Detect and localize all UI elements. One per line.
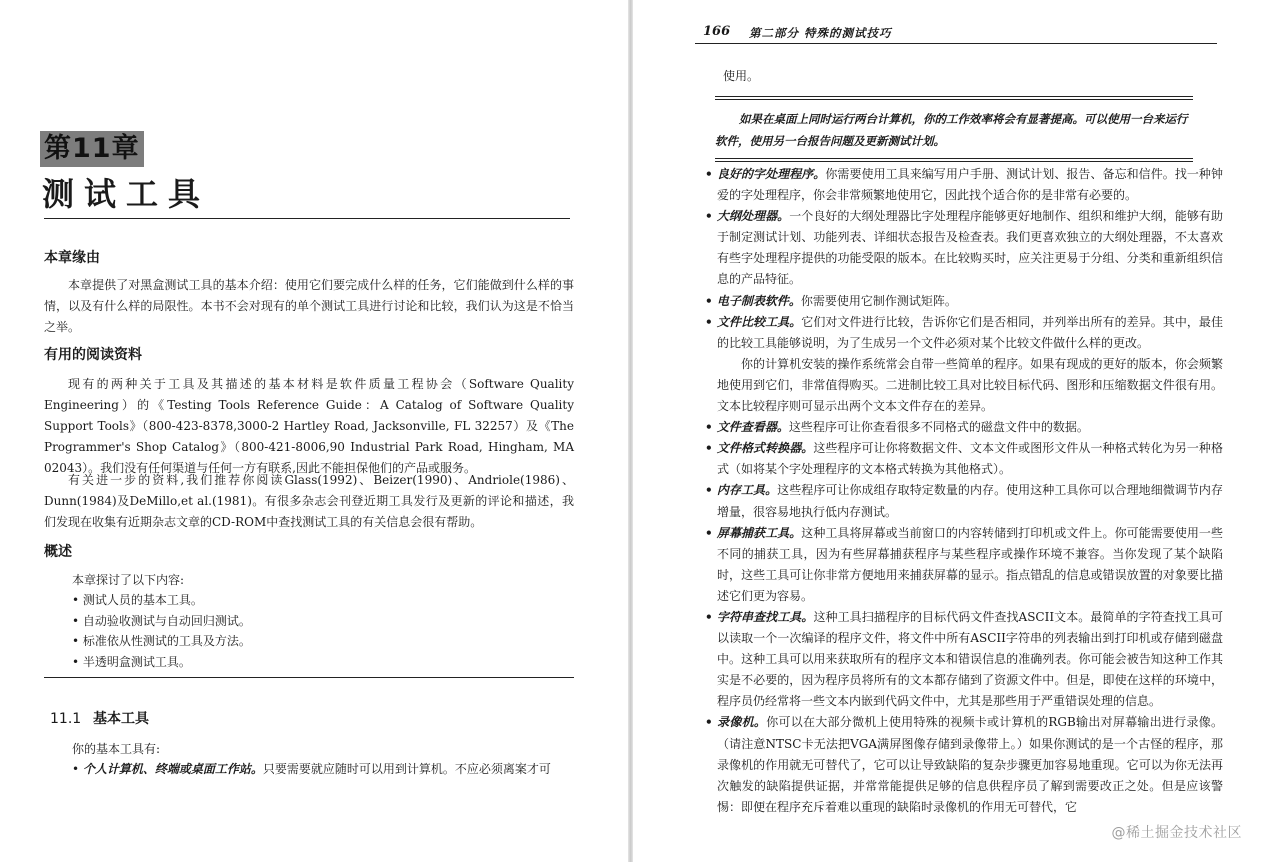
- chapter-title: 测试工具: [42, 175, 211, 213]
- tool-entry: • 字符串查找工具。这种工具扫描程序的目标代码文件查找ASCII文本。最简单的字符查找工具可以读取一个一次编译的程序文件，将文件中所有ASCII字符串的列表输出到打印机或存储到磁盘中。这种工具可以用来获取所有的程序文本和错误信息的准确列表。你可能会被告知这种工作其实是不必要的，因为程序员将所有的文本都存储到了资源文件中。但是，即使在这样的环境中，程序员仍经常将一些文本内嵌到代码文件中，尤其是那些用于严重错误处理的信息。: [705, 607, 1223, 712]
- right-page: [633, 0, 1264, 862]
- reading-paragraph-1: 现有的两种关于工具及其描述的基本材料是软件质量工程协会（Software Quality Engineering）的《Testing Tools Reference Guide：A Catalog of Software Quality Support Tools》（800-423-8378,3000-2 Hartley Road, Jacksonville, FL 32257）及《The Programmer's Shop Catalog》（800-421-8006,90 Industrial Park Road, Hingham, MA 02043）。我们没有任何渠道与任何一方有联系,因此不能担保他们的产品或服务。: [44, 377, 574, 475]
- section-heading-basic-tools: 基本工具: [93, 711, 149, 727]
- tool-entry: • 文件格式转换器。这些程序可让你将数据文件、文本文件或图形文件从一种格式转化为另一种格式（如将某个字处理程序的文本格式转换为其他格式）。: [705, 438, 1223, 480]
- page-number: 166: [703, 24, 731, 39]
- tip-box: 如果在桌面上同时运行两台计算机，你的工作效率将会有显著提高。可以使用一台来运行软件，使用另一台报告问题及更新测试计划。: [715, 96, 1193, 162]
- overview-list: [72, 590, 251, 672]
- overview-intro: 本章探讨了以下内容:: [72, 573, 185, 587]
- tool-entry: • 电子制表软件。你需要使用它制作测试矩阵。: [705, 291, 1223, 312]
- section-rule: [44, 677, 574, 678]
- running-header: [695, 22, 1215, 44]
- chapter-label: 第11章: [40, 131, 144, 167]
- tool-entry-continuation: 你的计算机安装的操作系统常会自带一些简单的程序。如果有现成的更好的版本，你会频繁地使用到它们，非常值得购买。二进制比较工具对比较目标代码、图形和压缩数据文件很有用。文本比较程序则可显示出两个文本文件存在的差异。: [717, 356, 1223, 414]
- tool-entry: • 大纲处理器。一个良好的大纲处理器比字处理程序能够更好地制作、组织和维护大纲，能够有助于制定测试计划、功能列表、详细状态报告及检查表。我们更喜欢独立的大纲处理器，不太喜欢有些字处理程序提供的功能受限的版本。在比较购买时，应关注更易于分组、分类和重新组织信息的产品特征。: [705, 206, 1223, 290]
- tool-list: [705, 164, 1223, 818]
- section-heading-reading: 有用的阅读资料: [44, 347, 142, 363]
- basic-tools-first-item: • 个人计算机、终端或桌面工作站。只要需要就应随时可以用到计算机。不应必须离案才可: [72, 762, 551, 776]
- continued-text: 使用。: [723, 69, 760, 83]
- overview-item: • 自动验收测试与自动回归测试。: [72, 611, 251, 632]
- basic-tools-first-text: 只要需要就应随时可以用到计算机。不应必须离案才可: [262, 762, 551, 776]
- section-heading-origin: 本章缘由: [44, 250, 100, 266]
- basic-tools-intro: 你的基本工具有:: [72, 742, 161, 756]
- overview-item: • 测试人员的基本工具。: [72, 590, 251, 611]
- site-watermark: @稀土掘金技术社区: [1111, 825, 1242, 841]
- tool-entry: • 文件查看器。这些程序可让你查看很多不同格式的磁盘文件中的数据。: [705, 417, 1223, 438]
- tool-entry: • 文件比较工具。它们对文件进行比较，告诉你它们是否相同，并列举出所有的差异。其中，最佳的比较工具能够说明，为了生成另一个文件必须对某个比较文件做什么样的更改。: [705, 312, 1223, 354]
- header-rule: [695, 43, 1217, 44]
- section-heading-overview: 概述: [44, 544, 72, 560]
- section-text-origin: 本章提供了对黑盒测试工具的基本介绍：使用它们要完成什么样的任务，它们能做到什么样的事情，以及有什么样的局限性。本书不会对现有的单个测试工具进行讨论和比较，我们认为这是不恰当之举。: [44, 278, 574, 334]
- tool-entry: • 录像机。你可以在大部分微机上使用特殊的视频卡或计算机的RGB输出对屏幕输出进行录像。（请注意NTSC卡无法把VGA满屏图像存储到录像带上。）如果你测试的是一个古怪的程序，那录像机的作用就无可替代了，它可以让导致缺陷的复杂步骤更加容易地重现。它可以为你无法再次触发的缺陷提供证据，并常常能提供足够的信息供程序员了解到需要改正之处。但是应该警惕：即便在程序充斥着难以重现的缺陷时录像机的作用无可替代，它: [705, 712, 1223, 817]
- overview-item: • 半透明盒测试工具。: [72, 652, 251, 673]
- tool-entry: • 内存工具。这些程序可让你成组存取特定数量的内存。使用这种工具你可以合理地细微调节内存增量，很容易地执行低内存测试。: [705, 480, 1223, 522]
- tool-entry: • 屏幕捕获工具。这种工具将屏幕或当前窗口的内容转储到打印机或文件上。你可能需要使用一些不同的捕获工具，因为有些屏幕捕获程序与某些程序或操作环境不兼容。当你发现了某个缺陷时，这些工具可让你非常方便地用来捕获屏幕的显示。指点错乱的信息或错误放置的对象要比描述它们更为容易。: [705, 523, 1223, 607]
- basic-tools-first-term: 个人计算机、终端或桌面工作站。: [82, 762, 263, 776]
- left-page: [0, 0, 628, 862]
- section-number: 11.1: [50, 711, 82, 727]
- overview-item: • 标准依从性测试的工具及方法。: [72, 631, 251, 652]
- chapter-rule: [44, 218, 570, 219]
- running-head-title: 第二部分 特殊的测试技巧: [749, 26, 892, 40]
- tool-entry: • 良好的字处理程序。你需要使用工具来编写用户手册、测试计划、报告、备忘和信件。找一种钟爱的字处理程序，你会非常频繁地使用它，因此找个适合你的是非常有必要的。: [705, 164, 1223, 206]
- reading-paragraph-2: 有关进一步的资料,我们推荐你阅读Glass(1992)、Beizer(1990)、Andriole(1986)、Dunn(1984)及DeMillo,et al.(1981)。有很多杂志会刊登近期工具发行及更新的评论和描述，我们发现在收集有近期杂志文章的CD-ROM中查找测试工具的有关信息会很有帮助。: [44, 473, 574, 529]
